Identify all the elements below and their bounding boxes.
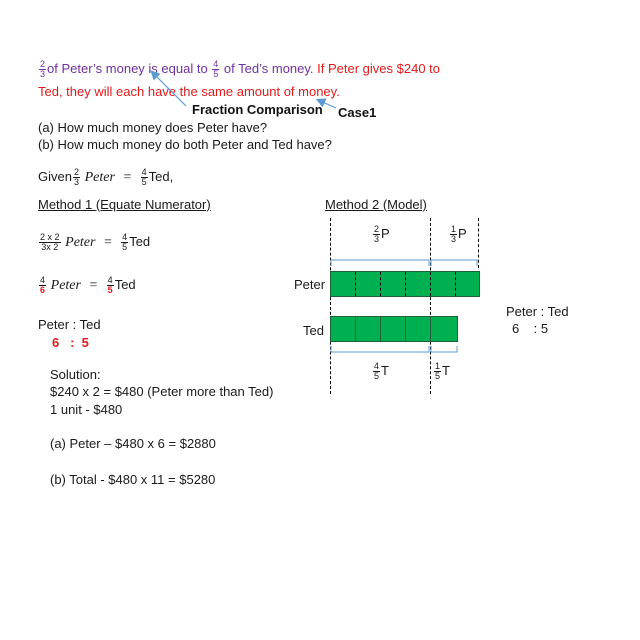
peter-bar-divider: [455, 272, 456, 296]
method1-eq1-left-fraction: $\frac{2 x 2}{3x 2}$: [40, 232, 60, 252]
method1-equation-2: $\frac{4}{6}$ Peter = $\frac{4}{5}$ Ted: [40, 275, 136, 295]
method2-title: Method 2 (Model): [325, 197, 427, 212]
method1-equation-1: $\frac{2 x 2}{3x 2}$ Peter = $\frac{4}{5}$ Ted: [40, 232, 151, 252]
given-fraction-left: $\frac{2}{3}$: [73, 167, 79, 187]
peter-bar: [330, 271, 480, 297]
peter-bar-divider: [430, 272, 431, 296]
method1-ratio-values: 6 : 5: [52, 335, 89, 350]
method1-title: Method 1 (Equate Numerator): [38, 197, 211, 212]
fraction-two-thirds: $\frac{2}{3}$: [40, 59, 46, 79]
fraction-four-fifths: $\frac{4}{5}$: [213, 59, 219, 79]
bracket-four-fifths: [331, 346, 429, 352]
peter-bar-divider: [380, 272, 381, 296]
given-equation: Given $\frac{2}{3}$ Peter = $\frac{4}{5}$ Ted,: [38, 167, 174, 187]
method2-ratio-label: Peter : Ted: [506, 304, 569, 319]
question-b: (b) How much money do both Peter and Ted have?: [38, 137, 332, 152]
peter-bar-divider: [355, 272, 356, 296]
bracket-one-fifth: [431, 346, 457, 352]
problem-line-2: Ted, they will each have the same amount of money.: [38, 84, 340, 99]
annotation-fraction-comparison: Fraction Comparison: [192, 102, 323, 117]
method1-eq1-right-fraction: $\frac{4}{5}$: [122, 232, 128, 252]
solution-line-1: $240 x 2 = $480 (Peter more than Ted): [50, 384, 274, 399]
problem-part-3: If Peter gives $240 to: [313, 60, 441, 76]
method2-ratio-values: 6 : 5: [512, 321, 549, 336]
ted-bar-divider: [380, 317, 381, 341]
solution-title: Solution:: [50, 367, 101, 382]
given-fraction-right: $\frac{4}{5}$: [141, 167, 147, 187]
peter-bar-divider: [405, 272, 406, 296]
ted-bar-label: Ted: [303, 323, 324, 338]
method1-eq2-right-fraction: $\frac{4}{5}$: [107, 275, 113, 295]
ted-bar-divider: [405, 317, 406, 341]
solution-answer-a: (a) Peter – $480 x 6 = $2880: [50, 436, 216, 451]
bracket-two-thirds: [331, 260, 429, 266]
solution-line-2: 1 unit - $480: [50, 402, 123, 417]
ted-bar-divider: [430, 317, 431, 341]
solution-answer-b: (b) Total - $480 x 11 = $5280: [50, 472, 216, 487]
method1-eq2-left-fraction: $\frac{4}{6}$: [40, 275, 46, 295]
question-a: (a) How much money does Peter have?: [38, 120, 268, 135]
label-one-fifth-t: $\frac{1}{5}$ T: [435, 361, 450, 381]
peter-bar-label: Peter: [294, 277, 326, 292]
ted-bar-divider: [355, 317, 356, 341]
problem-part-1: of Peter’s money is equal to: [47, 60, 212, 76]
label-two-thirds-p: $\frac{2}{3}$ P: [374, 224, 390, 244]
label-four-fifths-t: $\frac{4}{5}$ T: [374, 361, 389, 381]
bracket-one-third: [431, 260, 477, 266]
ted-bar: [330, 316, 458, 342]
annotation-case1: Case1: [338, 105, 377, 120]
label-one-third-p: $\frac{1}{3}$ P: [451, 224, 467, 244]
problem-part-2: of Ted’s money.: [220, 60, 314, 76]
method1-ratio-label: Peter : Ted: [38, 317, 101, 332]
